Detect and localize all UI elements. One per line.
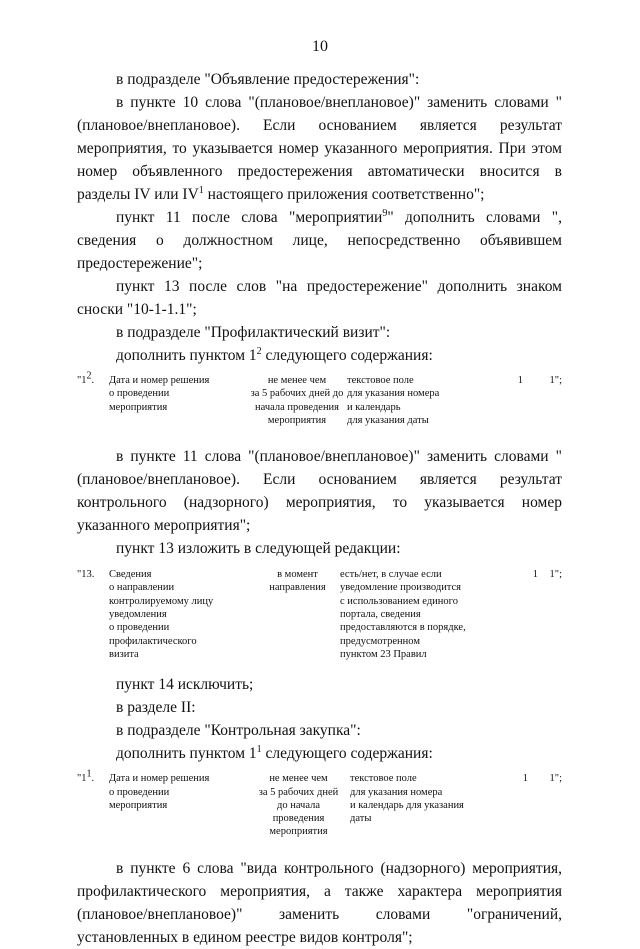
paragraph-text: дополнить пунктом 1 — [116, 347, 257, 364]
table-point-1-1 — [77, 768, 562, 838]
paragraph-subsection-warning: в подразделе "Объявление предостережения": — [116, 71, 420, 88]
paragraph-section-2: в разделе II: — [116, 699, 196, 717]
superscript: 2 — [256, 345, 262, 357]
table-cell-name: Дата и номер решения о проведении мероприятия — [109, 773, 210, 811]
paragraph-subsection-visit: в подразделе "Профилактический визит": — [116, 324, 391, 341]
paragraph-text: настоящего приложения соответственно"; — [203, 186, 485, 203]
paragraph-add-point — [77, 344, 562, 367]
table-cell-flag-1: 1 — [522, 773, 528, 785]
table-cell-format: текстовое поле для указания номера и календарь для указания даты — [347, 375, 440, 426]
table-cell-number: "$1^2$. — [77, 370, 95, 386]
table-cell-flag-1: 1 — [532, 569, 538, 581]
table-cell-flag-2: 1"; — [549, 773, 562, 785]
table-cell-deadline: не менее чем за 5 рабочих дней до начала проведения мероприятия — [258, 773, 339, 838]
paragraph-text: " дополнить словами ", сведения о должностном лице, непосредственно объявившем предостережение"; — [77, 209, 563, 272]
paragraph-point-13-new: пункт 13 изложить в следующей редакции: — [116, 540, 401, 558]
paragraph-point-6: в пункте 6 слова "вида контрольного (надзорного) мероприятия, профилактического мероприятия, а также характера мероприятия (плановое/внеплановое)" заменить словами "ограничений, установленных в едином реестре видов контроля"; — [77, 859, 562, 946]
table-cell-deadline: не менее чем за 5 рабочих дней до начала проведения мероприятия — [250, 375, 344, 426]
paragraph-text: в пункте 10 слова "(плановое/внеплановое)" заменить словами "(плановое/внеплановое). Если основанием является результат мероприятия, то указывается номер указанного мероприятия. При этом номер объявленного предостережения автоматически вносится в разделы IV или IV — [77, 94, 562, 203]
paragraph-point-13: пункт 13 после слов "на предостережение" дополнить знаком сноски "10-1-1.1"; — [77, 278, 562, 318]
paragraph-point-14: пункт 14 исключить; — [116, 676, 254, 694]
superscript: 1 — [256, 744, 262, 756]
superscript: 2 — [86, 370, 92, 382]
table-cell-flag-2: 1"; — [549, 375, 562, 386]
paragraph-point-10 — [77, 91, 562, 206]
table-cell-deadline: в момент направления — [269, 569, 326, 594]
superscript: 9 — [382, 207, 388, 219]
table-point-1-2 — [77, 370, 562, 427]
table-cell-format: текстовое поле для указания номера и календарь для указания даты — [350, 773, 464, 825]
superscript: 1 — [86, 768, 92, 780]
superscript: 1 — [198, 184, 204, 196]
paragraph-point-11-visit: в пункте 11 слова "(плановое/внеплановое)" заменить словами "(плановое/внеплановое). Если основанием является результат контрольного (надзорного) мероприятия, то указывается номер указанного мероприятия"; — [77, 448, 562, 535]
paragraph-add-point-1-1 — [77, 742, 562, 765]
table-point-13 — [77, 568, 562, 661]
paragraph-text: следующего содержания: — [261, 745, 433, 763]
table-cell-name: Дата и номер решения о проведении мероприятия — [109, 375, 210, 413]
table-cell-flag-1: 1 — [517, 375, 523, 386]
document-body — [77, 68, 562, 949]
paragraph-text: следующего содержания: — [261, 347, 433, 364]
table-cell-name: Сведения о направлении контролируемому лицу уведомления о проведении профилактического визита — [109, 569, 214, 660]
paragraph-subsection-purchase: в подразделе "Контрольная закупка": — [116, 722, 361, 740]
table-cell-number: "$1^1$. — [77, 768, 95, 785]
paragraph-text: пункт 11 после слова "мероприятии — [116, 209, 383, 226]
paragraph-point-11 — [77, 206, 562, 275]
page-number: 10 — [312, 38, 328, 55]
table-cell-number: "13. — [77, 569, 95, 581]
table-cell-format: есть/нет, в случае если уведомление производится с использованием единого портала, сведения предоставляются в порядке, предусмотренном пунктом 23 Правил — [340, 569, 466, 660]
paragraph-text: дополнить пунктом 1 — [116, 745, 257, 763]
table-cell-flag-2: 1"; — [549, 569, 562, 581]
